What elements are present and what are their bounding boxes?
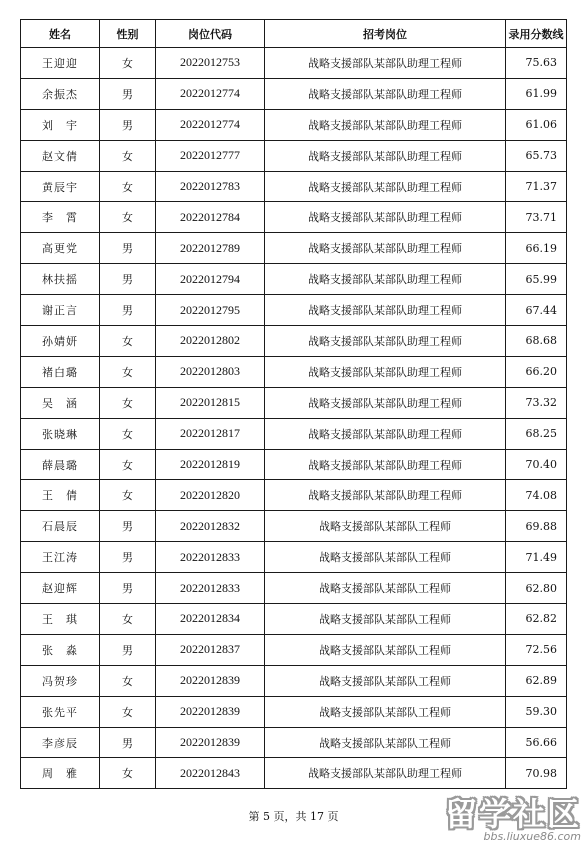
- cell-position-code: 2022012803: [156, 356, 265, 387]
- table-row: [21, 356, 567, 387]
- cell-name: 王 倩: [21, 480, 100, 511]
- watermark-logo: [411, 797, 581, 847]
- cell-position-code: 2022012795: [156, 295, 265, 326]
- cell-position: 战略支援部队某部队工程师: [265, 604, 506, 635]
- cell-position-code: 2022012774: [156, 109, 265, 140]
- cell-name: 余振杰: [21, 78, 100, 109]
- cell-position: 战略支援部队某部队助理工程师: [265, 78, 506, 109]
- header-name: 姓名: [21, 20, 100, 48]
- cell-gender: 女: [100, 418, 156, 449]
- cell-position-code: 2022012817: [156, 418, 265, 449]
- cell-name: 刘 宇: [21, 109, 100, 140]
- header-score: 录用分数线: [506, 20, 567, 48]
- cell-position-code: 2022012843: [156, 758, 265, 789]
- cell-score: 68.68: [506, 326, 567, 357]
- cell-name: 石晨辰: [21, 511, 100, 542]
- cell-score: 61.99: [506, 78, 567, 109]
- cell-score: 62.82: [506, 604, 567, 635]
- cell-score: 71.49: [506, 542, 567, 573]
- table-row: [21, 78, 567, 109]
- table-row: [21, 573, 567, 604]
- cell-position-code: 2022012753: [156, 48, 265, 79]
- cell-position-code: 2022012820: [156, 480, 265, 511]
- cell-gender: 女: [100, 480, 156, 511]
- cell-position: 战略支援部队某部队工程师: [265, 511, 506, 542]
- cell-position: 战略支援部队某部队工程师: [265, 634, 506, 665]
- table-row: [21, 604, 567, 635]
- cell-position: 战略支援部队某部队工程师: [265, 727, 506, 758]
- cell-gender: 女: [100, 48, 156, 79]
- cell-position-code: 2022012802: [156, 326, 265, 357]
- cell-name: 李 霄: [21, 202, 100, 233]
- cell-gender: 男: [100, 573, 156, 604]
- cell-position: 战略支援部队某部队助理工程师: [265, 233, 506, 264]
- cell-position-code: 2022012833: [156, 573, 265, 604]
- cell-name: 李彦辰: [21, 727, 100, 758]
- cell-score: 75.63: [506, 48, 567, 79]
- table-row: [21, 264, 567, 295]
- cell-score: 69.88: [506, 511, 567, 542]
- cell-position: 战略支援部队某部队助理工程师: [265, 326, 506, 357]
- table-row: [21, 511, 567, 542]
- table-row: [21, 295, 567, 326]
- cell-position-code: 2022012839: [156, 696, 265, 727]
- cell-score: 66.19: [506, 233, 567, 264]
- cell-position: 战略支援部队某部队工程师: [265, 696, 506, 727]
- cell-name: 褚白璐: [21, 356, 100, 387]
- cell-position-code: 2022012839: [156, 727, 265, 758]
- cell-gender: 男: [100, 634, 156, 665]
- cell-name: 王迎迎: [21, 48, 100, 79]
- table-row: [21, 758, 567, 789]
- cell-name: 张晓琳: [21, 418, 100, 449]
- cell-position: 战略支援部队某部队助理工程师: [265, 449, 506, 480]
- cell-gender: 女: [100, 758, 156, 789]
- cell-gender: 女: [100, 326, 156, 357]
- cell-position-code: 2022012815: [156, 387, 265, 418]
- table-row: [21, 171, 567, 202]
- cell-position-code: 2022012783: [156, 171, 265, 202]
- cell-position-code: 2022012837: [156, 634, 265, 665]
- cell-position-code: 2022012832: [156, 511, 265, 542]
- cell-name: 赵文倩: [21, 140, 100, 171]
- cell-gender: 女: [100, 449, 156, 480]
- cell-gender: 女: [100, 387, 156, 418]
- cell-position-code: 2022012784: [156, 202, 265, 233]
- cell-name: 周 雅: [21, 758, 100, 789]
- cell-score: 62.80: [506, 573, 567, 604]
- cell-gender: 男: [100, 78, 156, 109]
- cell-score: 66.20: [506, 356, 567, 387]
- cell-gender: 女: [100, 665, 156, 696]
- admission-score-table: [20, 19, 567, 789]
- header-gender: 性别: [100, 20, 156, 48]
- cell-position: 战略支援部队某部队助理工程师: [265, 140, 506, 171]
- cell-name: 高更党: [21, 233, 100, 264]
- cell-score: 65.99: [506, 264, 567, 295]
- cell-gender: 男: [100, 295, 156, 326]
- watermark-url: bbs.liuxue86.com: [483, 830, 581, 843]
- cell-position: 战略支援部队某部队工程师: [265, 665, 506, 696]
- table-row: [21, 387, 567, 418]
- cell-gender: 女: [100, 696, 156, 727]
- cell-position-code: 2022012839: [156, 665, 265, 696]
- cell-gender: 女: [100, 202, 156, 233]
- cell-score: 68.25: [506, 418, 567, 449]
- cell-gender: 女: [100, 604, 156, 635]
- cell-position-code: 2022012774: [156, 78, 265, 109]
- table-row: [21, 634, 567, 665]
- cell-gender: 男: [100, 264, 156, 295]
- cell-score: 62.89: [506, 665, 567, 696]
- cell-position: 战略支援部队某部队助理工程师: [265, 387, 506, 418]
- cell-score: 74.08: [506, 480, 567, 511]
- cell-position-code: 2022012833: [156, 542, 265, 573]
- table-row: [21, 326, 567, 357]
- page-number: 第 5 页，共 17 页: [248, 810, 339, 823]
- cell-position: 战略支援部队某部队工程师: [265, 542, 506, 573]
- cell-position: 战略支援部队某部队助理工程师: [265, 480, 506, 511]
- table-row: [21, 418, 567, 449]
- cell-score: 65.73: [506, 140, 567, 171]
- cell-position: 战略支援部队某部队助理工程师: [265, 48, 506, 79]
- cell-gender: 男: [100, 109, 156, 140]
- table-row: [21, 727, 567, 758]
- cell-position: 战略支援部队某部队助理工程师: [265, 171, 506, 202]
- cell-gender: 男: [100, 542, 156, 573]
- cell-position-code: 2022012819: [156, 449, 265, 480]
- cell-score: 72.56: [506, 634, 567, 665]
- cell-gender: 女: [100, 171, 156, 202]
- cell-position-code: 2022012834: [156, 604, 265, 635]
- table-row: [21, 665, 567, 696]
- table-row: [21, 109, 567, 140]
- cell-gender: 女: [100, 140, 156, 171]
- table-row: [21, 202, 567, 233]
- table-row: [21, 542, 567, 573]
- header-position: 招考岗位: [265, 20, 506, 48]
- cell-name: 吴 涵: [21, 387, 100, 418]
- cell-score: 67.44: [506, 295, 567, 326]
- cell-position: 战略支援部队某部队助理工程师: [265, 418, 506, 449]
- cell-position-code: 2022012794: [156, 264, 265, 295]
- cell-position: 战略支援部队某部队工程师: [265, 573, 506, 604]
- cell-position: 战略支援部队某部队助理工程师: [265, 295, 506, 326]
- table-row: [21, 480, 567, 511]
- cell-name: 孙婧妍: [21, 326, 100, 357]
- cell-position: 战略支援部队某部队助理工程师: [265, 109, 506, 140]
- cell-score: 59.30: [506, 696, 567, 727]
- cell-score: 70.98: [506, 758, 567, 789]
- cell-name: 张先平: [21, 696, 100, 727]
- cell-score: 71.37: [506, 171, 567, 202]
- table-row: [21, 449, 567, 480]
- table-row: [21, 140, 567, 171]
- table-row: [21, 696, 567, 727]
- cell-position: 战略支援部队某部队助理工程师: [265, 264, 506, 295]
- cell-name: 林扶摇: [21, 264, 100, 295]
- cell-name: 冯贺珍: [21, 665, 100, 696]
- table-row: [21, 48, 567, 79]
- cell-score: 73.32: [506, 387, 567, 418]
- cell-position: 战略支援部队某部队助理工程师: [265, 356, 506, 387]
- cell-score: 61.06: [506, 109, 567, 140]
- cell-gender: 男: [100, 233, 156, 264]
- cell-name: 张 淼: [21, 634, 100, 665]
- table-header-row: [21, 20, 567, 48]
- cell-name: 黄辰宇: [21, 171, 100, 202]
- watermark-text: 留学社区: [444, 795, 581, 833]
- cell-name: 赵迎辉: [21, 573, 100, 604]
- cell-gender: 男: [100, 727, 156, 758]
- cell-name: 王江涛: [21, 542, 100, 573]
- table-row: [21, 233, 567, 264]
- cell-position: 战略支援部队某部队助理工程师: [265, 202, 506, 233]
- cell-score: 73.71: [506, 202, 567, 233]
- cell-score: 56.66: [506, 727, 567, 758]
- cell-name: 王 琪: [21, 604, 100, 635]
- cell-name: 谢正言: [21, 295, 100, 326]
- cell-position-code: 2022012789: [156, 233, 265, 264]
- header-position-code: 岗位代码: [156, 20, 265, 48]
- cell-name: 薛晨璐: [21, 449, 100, 480]
- document-page: [20, 19, 566, 789]
- cell-gender: 男: [100, 511, 156, 542]
- cell-position: 战略支援部队某部队助理工程师: [265, 758, 506, 789]
- cell-gender: 女: [100, 356, 156, 387]
- cell-position-code: 2022012777: [156, 140, 265, 171]
- cell-score: 70.40: [506, 449, 567, 480]
